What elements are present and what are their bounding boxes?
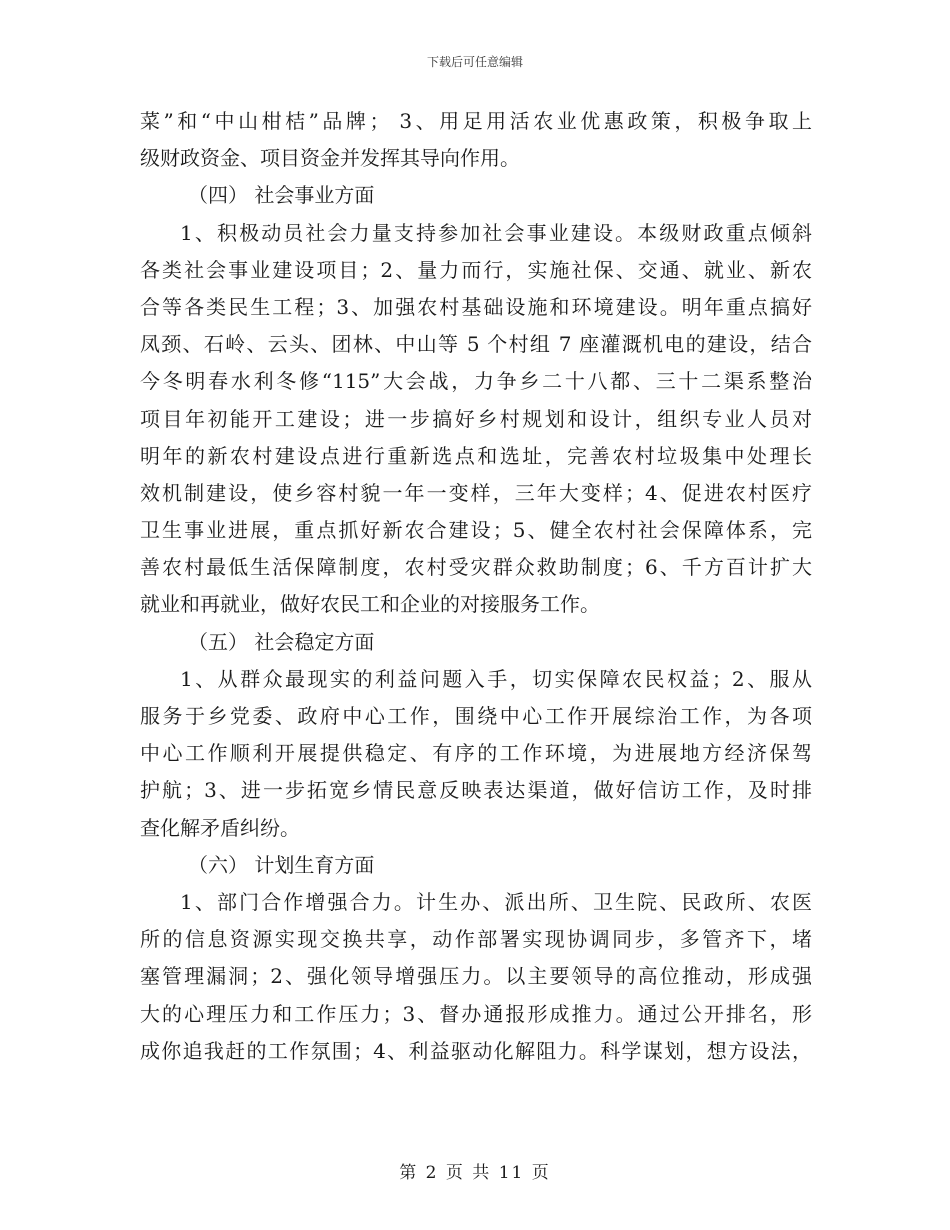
- text-line: 1、从群众最现实的利益问题入手，切实保障农民权益；2、服从: [180, 666, 812, 691]
- text-line: 1、积极动员社会力量支持参加社会事业建设。本级财政重点倾斜: [180, 220, 812, 245]
- text-line: 塞管理漏洞；2、强化领导增强压力。以主要领导的高位推动，形成强: [140, 964, 812, 989]
- text-line: 菜”和“中山柑桔”品牌； 3、用足用活农业优惠政策，积极争取上: [140, 109, 812, 133]
- text-line: 护航；3、进一步拓宽乡情民意反映表达渠道，做好信访工作，及时排: [140, 778, 812, 803]
- header-note: 下载后可任意编辑: [426, 55, 523, 69]
- text-line: 所的信息资源实现交换共享，动作部署实现协调同步，多管齐下，堵: [140, 927, 812, 952]
- text-line: 明年的新农村建设点进行重新选点和选址，完善农村垃圾集中处理长: [140, 443, 812, 468]
- text-line: （五） 社会稳定方面: [188, 629, 375, 654]
- text-line: （四） 社会事业方面: [188, 183, 375, 208]
- text-line: 各类社会事业建设项目；2、量力而行，实施社保、交通、就业、新农: [140, 257, 812, 282]
- text-line: 善农村最低生活保障制度，农村受灾群众救助制度；6、千方百计扩大: [140, 555, 812, 580]
- page-number: 第 2 页 共 11 页: [399, 1163, 551, 1183]
- text-line: 1、部门合作增强合力。计生办、派出所、卫生院、民政所、农医: [180, 889, 812, 914]
- text-line: 项目年初能开工建设；进一步搞好乡村规划和设计，组织专业人员对: [140, 406, 812, 431]
- document-body: [140, 103, 812, 1070]
- text-line: 大的心理压力和工作压力；3、督办通报形成推力。通过公开排名，形: [140, 1001, 812, 1026]
- text-line: 服务于乡党委、政府中心工作，围绕中心工作开展综治工作，为各项: [140, 704, 812, 728]
- text-line: 就业和再就业，做好农民工和企业的对接服务工作。: [140, 592, 600, 617]
- text-line: 合等各类民生工程；3、加强农村基础设施和环境建设。明年重点搞好: [140, 294, 812, 319]
- text-line: 凤颈、石岭、云头、团林、中山等 5 个村组 7 座灌溉机电的建设，结合: [140, 332, 812, 357]
- text-line: 中心工作顺利开展提供稳定、有序的工作环境，为进展地方经济保驾: [140, 741, 812, 766]
- text-line: 卫生事业进展，重点抓好新农合建设；5、健全农村社会保障体系，完: [140, 518, 812, 543]
- text-line: 级财政资金、项目资金并发挥其导向作用。: [140, 146, 520, 171]
- text-line: 查化解矛盾纠纷。: [140, 815, 300, 840]
- text-line: 今冬明春水利冬修“115”大会战，力争乡二十八都、三十二渠系整治: [140, 369, 812, 394]
- text-line: （六） 计划生育方面: [188, 852, 375, 877]
- text-line: 成你追我赶的工作氛围；4、利益驱动化解阻力。科学谋划，想方设法，: [140, 1038, 812, 1063]
- text-line: 效机制建设，使乡容村貌一年一变样，三年大变样；4、促进农村医疗: [140, 480, 812, 505]
